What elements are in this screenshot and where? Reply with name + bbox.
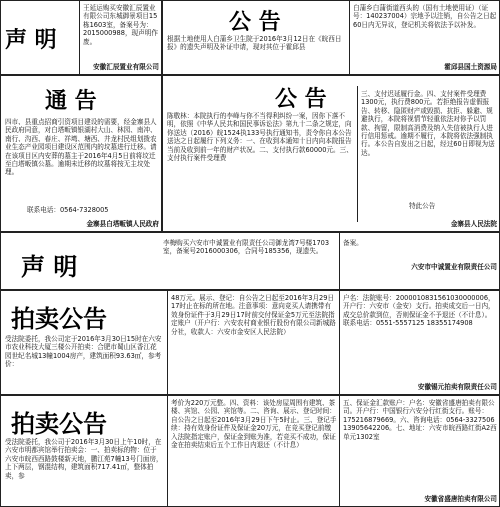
- notice-relocation: [0, 75, 162, 232]
- declaration-1-signature: 安徽汇辰置业有限公司: [93, 63, 159, 71]
- notice-body: 四市、县重点招商引资项目建设的需要，经金寨县人民政府同意，对白塔畈镇银湖村大山、林园、南冲、南行、沟西、春庄、祥塆、塘西、井龙村民组划拨农业生态产业园项目建设区范围内的坟墓进行迁移。请在该项目区内安葬的墓主于2016年4月5日前将坟迁至白塔畈镇公墓。逾期未迁移的坟墓将按无主坟处理。: [5, 118, 157, 177]
- announcement-2-right-body: 三、支付迟延履行金。四、支付案件受理费1300元，执行费800元。若拒绝报告虚假报告、转移、隐匿财产或毁损、抗拒、躲避、规避执行，本院将视情节轻重依法对你予以罚款、拘留，限制高消费及纳入失信被执行人进行信用惩戒。逾期不履行，本院将依法强制执行。本公告自发出之日起，经过60日即视为送达。: [361, 90, 495, 157]
- auction-1-right-body: 户名：法院账号：2000010831561030000006，开户行：六安市（金安）支行。拍卖成交后一日内，成交总价款到位，否则保证金不予退还（不计息）。联系电话：0551-5557125 18355174908: [343, 294, 495, 328]
- declaration-2-signature: 六安市中诚置业有限责任公司: [411, 263, 497, 271]
- announcement-2-closing: 特此公告: [409, 202, 436, 210]
- heading-declaration-2: 声 明: [21, 252, 78, 281]
- announcement-2-org: 金寨县人民法院: [450, 220, 497, 228]
- heading-notice: 通 告: [45, 88, 97, 114]
- heading-announcement-1: 公 告: [229, 9, 281, 35]
- auction-1-left-body: 受法院委托，我公司定于2016年3月30日15时在六安市农业科技大厦三楼公开拍卖：合肥市蜀山区香江花园世纪名城13幢1004房产，建筑面积93.63㎡，参考价：: [5, 335, 162, 369]
- declaration-2-body: 李梅购买六安市中诚置业有限责任公司御龙湾7号楼1703室，备案号2016000306，合同号185356，现遗失。: [163, 239, 330, 256]
- auction-2-left-body: 受法院委托，我公司于2016年3月30日上午10时，在六安市明都宾馆举行拍卖会：一、拍卖标的物：位于六安市皖西西路鼓楼新天地，鹏江苑7幢13号门面房，上下两层，钢混结构，建筑面积717.41㎡，整体拍卖，参: [5, 438, 163, 480]
- notice-declaration-zhongcheng: [0, 232, 500, 290]
- declaration-1-body: 王延运购买安徽汇辰置业有限公司东城御景项目15栋1603室，备案号为：2015000988，现声明作废。: [83, 4, 158, 46]
- auction-2-right-body: 五、保证金汇款账户：户名：安徽省盛唐拍卖有限公司。开户行：中国银行六安分行红街支行。账号：175216879669。六、咨询电话：0564-3327506 13905642206。七、地址：六安市皖西路红街A2西单元1302室: [343, 399, 497, 441]
- declaration-2-sign-label: 备案。: [343, 239, 363, 247]
- auction-2-signature: 安徽省盛唐拍卖有限公司: [424, 495, 497, 503]
- notice-signature: 金寨县白塔畈镇人民政府: [86, 220, 159, 228]
- heading-auction-1: 拍卖公告: [11, 304, 107, 333]
- heading-declaration-1: 声 明: [5, 27, 57, 53]
- notice-announcement-court: [162, 75, 500, 232]
- notice-announcement-land: [162, 0, 500, 75]
- heading-auction-2: 拍卖公告: [11, 409, 107, 438]
- announcement-1-right-body: 白蒲乡白蒲街道西头的（国有土地使用证）（证号：140237004）宗地予以注销，自公告之日起60日内无异议，登记机关将依法予以补发。: [353, 4, 497, 29]
- auction-1-signature: 安徽锡元拍卖有限责任公司: [417, 383, 497, 391]
- notice-auction-1: [0, 290, 500, 395]
- notice-declaration-huichen: [0, 0, 162, 75]
- auction-1-mid-body: 48万元。展示、登记：自公告之日起至2016年3月29日17时止在标的所在地。注意事项：意向竞买人请携带有效身份证件于3月29日17时前交付保证金5万元至法院指定账户（开户行：六安农村商业银行股份有限公司新城路分社，收款人：六安市金安区人民法院）: [171, 294, 336, 336]
- auction-2-mid-body: 考价为220万元整。四、资料：该处房屋周围有建筑、茶楼、宾馆、公园、宾馆等。二、咨询、展示、登记时间：自公告之日起至2016年3月29日下午5时止。三、登记手续：持有效身份证件及保证金20万元，在竞买登记前缴入法院指定账户，保证金到账为准，若竞买不成功，保证金在拍卖结束后五个工作日内退还（不计息）: [171, 399, 337, 450]
- announcement-2-left-body: 陈敬林：本院执行的李峰与你不当得利纠纷一案，因你下落不明，依照《中华人民共和国民事诉讼法》第九十二条之规定，向你送达（2016）皖1524执133号执行通知书，责令你自本公告送达之日起履行下列义务：一、在收到本通知十日内向本院报告当前及收到前一年的财产状况。二、支付执行款60000元。三、支付执行案件受理费: [167, 112, 353, 163]
- announcement-1-left-body: 根据土地使用人白蒲乡卫生院于2016年3月12日在《皖西日报》的遗失声明及补证申请，现对其位于霍邱县: [167, 35, 342, 52]
- announcement-1-signature: 霍邱县国土资源局: [444, 63, 497, 71]
- notice-auction-2: [0, 395, 500, 507]
- heading-announcement-2: 公 告: [275, 86, 327, 112]
- notice-contact: 联系电话：0564-7328005: [27, 206, 109, 214]
